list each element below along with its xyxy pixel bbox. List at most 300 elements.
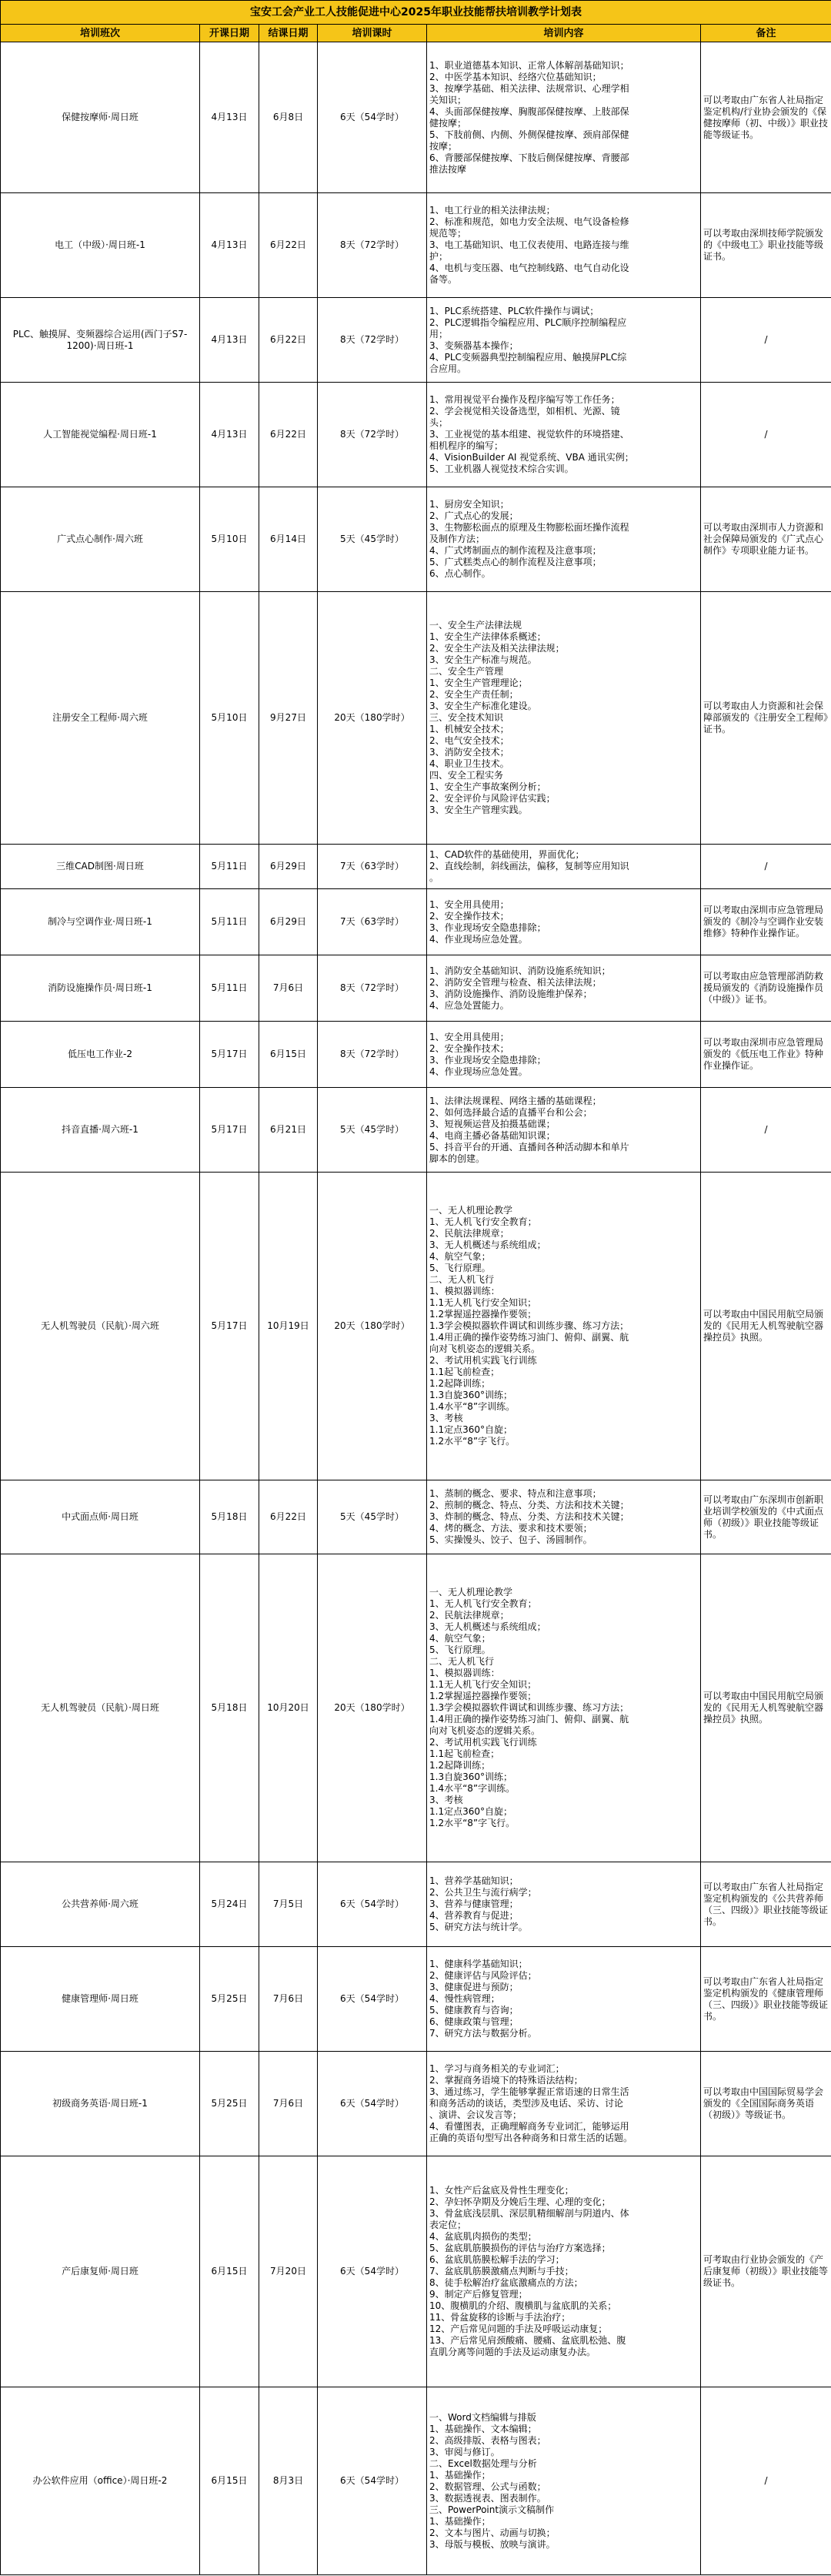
- remark-cell: 可以考取由中国国际贸易学会颁发的《全国国际商务英语（初级）》等级证书。: [701, 2052, 831, 2156]
- content-line: 3、作业现场安全隐患排除；: [429, 922, 546, 933]
- hours-cell: 5天（45学时）: [318, 487, 427, 592]
- content-line: 3、消防设施操作、消防设施维护保养；: [429, 988, 592, 999]
- end-date-cell: 6月22日: [259, 298, 318, 383]
- content-line: 4、电机与变压器、电气控制线路、电气自动化设: [429, 263, 629, 273]
- content-line: 1、安全用具使用；: [429, 1031, 509, 1042]
- content-line: 3、生物膨松面点的原理及生物膨松面坯操作流程: [429, 522, 629, 533]
- hours-cell: 5天（45学时）: [318, 1480, 427, 1554]
- content-line: 3、炸制的概念、特点、分类、方法和技术关键；: [429, 1511, 629, 1522]
- content-line: 、演讲、会议发言等；: [429, 2109, 522, 2120]
- table-row: [1, 1088, 831, 1173]
- class-name-cell: 制冷与空调作业·周日班-1: [1, 889, 200, 955]
- content-line: 5、研究方法与统计学。: [429, 1922, 528, 1932]
- content-cell: [427, 1947, 701, 2052]
- content-line: 2、数据管理、公式与函数；: [429, 2481, 546, 2492]
- content-line: 2、文本与图片、动画与切换；: [429, 2527, 556, 2538]
- start-date-cell: 5月25日: [200, 2052, 259, 2156]
- content-line: 4、烤的概念、方法、要求和技术要领；: [429, 1523, 592, 1534]
- start-date-cell: 5月10日: [200, 487, 259, 592]
- content-line: 直肌分离等问题的手法及运动康复办法。: [429, 2347, 596, 2357]
- table-row: [1, 193, 831, 298]
- content-line: 1.3学会模拟器软件调试和训练步骤、练习方法；: [429, 1702, 629, 1713]
- content-line: 4、营养教育与促进；: [429, 1910, 519, 1921]
- content-line: 1.1起飞前检查；: [429, 1367, 500, 1377]
- content-line: 四、安全工程实务: [429, 770, 504, 781]
- class-name-cell: 三维CAD制图·周日班: [1, 845, 200, 889]
- content-line: 关知识；: [429, 94, 467, 105]
- content-line: 头；: [429, 417, 449, 428]
- table-row: [1, 955, 831, 1022]
- content-line: 二、Excel数据处理与分析: [429, 2457, 537, 2469]
- header-start-date: 开课日期: [200, 25, 259, 42]
- start-date-cell: 4月13日: [200, 193, 259, 298]
- content-line: 一、无人机理论教学: [429, 1587, 513, 1597]
- end-date-cell: 10月19日: [259, 1173, 318, 1480]
- content-line: 1、常用视觉平台操作及程序编写等工作任务；: [429, 394, 620, 405]
- table-row: [1, 889, 831, 955]
- hours-cell: 6天（54学时）: [318, 1947, 427, 2052]
- table-title: 宝安工会产业工人技能促进中心2025年职业技能帮扶培训教学计划表: [1, 1, 831, 25]
- content-line: 1.1无人机飞行安全知识；: [429, 1297, 537, 1308]
- content-line: 2、消防安全管理与检查、相关法律法规；: [429, 976, 602, 988]
- class-name-cell: 抖音直播·周六班-1: [1, 1088, 200, 1173]
- end-date-cell: 6月15日: [259, 1022, 318, 1088]
- content-line: 1、模拟器训练：: [429, 1286, 500, 1296]
- header-content: 培训内容: [427, 25, 701, 42]
- table-row: [1, 1173, 831, 1480]
- content-line: 1.1无人机飞行安全知识；: [429, 1679, 537, 1690]
- content-cell: [427, 845, 701, 889]
- remark-cell: 可以考取由广东省人社局指定鉴定机构/行业协会颁发的《保健按摩师（初、中级）》职业技能等级证书。: [701, 42, 831, 193]
- content-line: 1、蒸制的概念、要求、特点和注意事项；: [429, 1488, 602, 1499]
- end-date-cell: 10月20日: [259, 1554, 318, 1862]
- content-line: 。: [429, 872, 439, 883]
- hours-cell: 20天（180学时）: [318, 1173, 427, 1480]
- content-line: 1.2掌握遥控器操作要领；: [429, 1691, 537, 1701]
- content-cell: [427, 2387, 701, 2575]
- content-line: 3、考核: [429, 1795, 463, 1805]
- end-date-cell: 6月22日: [259, 1480, 318, 1554]
- content-line: 3、数据透视表、图表制作。: [429, 2492, 546, 2504]
- hours-cell: 8天（72学时）: [318, 193, 427, 298]
- content-line: 4、慢性病管理；: [429, 1993, 500, 2004]
- remark-cell: 可以考取由广东深圳市创新职业培训学校颁发的《中式面点师（初级）》职业技能等级证书。: [701, 1480, 831, 1554]
- content-line: 6、背腰部保健按摩、下肢后侧保健按摩、背腰部: [429, 152, 629, 163]
- content-line: 1、女性产后盆底及骨性生理变化；: [429, 2185, 574, 2196]
- content-line: 1、无人机飞行安全教育；: [429, 1598, 537, 1609]
- content-line: 7、研究方法与数据分析。: [429, 2028, 537, 2039]
- start-date-cell: 5月25日: [200, 1947, 259, 2052]
- hours-cell: 8天（72学时）: [318, 298, 427, 383]
- content-line: 1.3自旋360°训练；: [429, 1390, 512, 1400]
- content-line: 2、安全操作技术；: [429, 910, 509, 922]
- table-row: [1, 2052, 831, 2156]
- remark-cell: 可以考取由深圳技师学院颁发的《中级电工》职业技能等级证书。: [701, 193, 831, 298]
- content-line: 1.1起飞前检查；: [429, 1748, 500, 1759]
- content-line: 1、安全生产管理理论；: [429, 677, 528, 688]
- content-line: 4、VisionBuilder AI 视觉系统、VBA 通讯实例；: [429, 452, 634, 463]
- start-date-cell: 6月15日: [200, 2156, 259, 2387]
- content-cell: [427, 2052, 701, 2156]
- content-line: 3、营养与健康管理；: [429, 1899, 519, 1909]
- content-cell: [427, 889, 701, 955]
- content-line: 2、学会视觉相关设备选型，如相机、光源、镜: [429, 406, 620, 417]
- content-line: 三、PowerPoint演示文稿制作: [429, 2504, 555, 2515]
- content-cell: [427, 1088, 701, 1173]
- content-line: 4、航空气象；: [429, 1633, 491, 1644]
- content-cell: [427, 1173, 701, 1480]
- content-line: 1、健康科学基础知识；: [429, 1959, 528, 1969]
- content-line: 2、掌握商务语境下的特殊语法结构；: [429, 2075, 583, 2086]
- remark-cell: 可以考取由深圳市人力资源和社会保障局颁发的《广式点心制作》专项职业能力证书。: [701, 487, 831, 592]
- content-cell: [427, 487, 701, 592]
- header-hours: 培训课时: [318, 25, 427, 42]
- content-line: 1.4用正确的操作姿势练习油门、俯仰、副翼、航: [429, 1332, 629, 1343]
- table-row: [1, 2387, 831, 2575]
- content-line: 2、考试用机实践飞行训练: [429, 1355, 537, 1366]
- table-row: [1, 1480, 831, 1554]
- content-line: 4、PLC变频器典型控制编程应用、触摸屏PLC综: [429, 351, 627, 363]
- content-line: 规范等；: [429, 228, 467, 239]
- content-line: 1、机械安全技术；: [429, 724, 509, 734]
- content-line: 2、考试用机实践飞行训练: [429, 1737, 537, 1748]
- content-line: 4、看懂图表，正确理解商务专业词汇，能够运用: [429, 2121, 629, 2132]
- content-line: 3、无人机概述与系统组成；: [429, 1621, 546, 1632]
- class-name-cell: 公共营养师·周六班: [1, 1862, 200, 1947]
- remark-cell: 可以考取由深圳市应急管理局颁发的《低压电工作业》特种作业操作证。: [701, 1022, 831, 1088]
- content-line: 4、航空气象；: [429, 1251, 491, 1262]
- content-line: 3、工业视觉的基本组建、视觉软件的环境搭建、: [429, 429, 629, 440]
- content-line: 2、安全评价与风险评估实践；: [429, 793, 556, 804]
- hours-cell: 8天（72学时）: [318, 1022, 427, 1088]
- content-line: 2、PLC逻辑指令编程应用、PLC顺序控制编程应: [429, 316, 627, 328]
- content-cell: [427, 1554, 701, 1862]
- content-line: 2、中医学基本知识、经络穴位基础知识；: [429, 71, 602, 82]
- content-line: 1.2掌握遥控器操作要领；: [429, 1309, 537, 1320]
- content-line: 正确的英语句型写出各种商务和日常生活的话题。: [429, 2133, 633, 2143]
- class-name-cell: 人工智能视觉编程·周日班-1: [1, 383, 200, 487]
- end-date-cell: 6月29日: [259, 845, 318, 889]
- class-name-cell: 办公软件应用（office）·周日班-2: [1, 2387, 200, 2575]
- content-line: 6、盆底肌筋膜松解手法的学习；: [429, 2254, 565, 2265]
- header-remarks: 备注: [701, 25, 831, 42]
- table-row: [1, 845, 831, 889]
- content-line: 推法按摩: [429, 163, 467, 175]
- content-line: 3、考核: [429, 1413, 463, 1423]
- start-date-cell: 4月13日: [200, 42, 259, 193]
- content-line: 1.2起降训练；: [429, 1760, 491, 1771]
- start-date-cell: 6月15日: [200, 2387, 259, 2575]
- content-line: 一、Word文档编辑与排版: [429, 2411, 536, 2423]
- remark-cell: /: [701, 845, 831, 889]
- content-line: 1、基础操作、文本编辑；: [429, 2423, 537, 2434]
- end-date-cell: 7月6日: [259, 1947, 318, 2052]
- header-end-date: 结课日期: [259, 25, 318, 42]
- remark-cell: 可以考取由广东省人社局指定鉴定机构颁发的《健康管理师（三、四级）》职业技能等级证书。: [701, 1947, 831, 2052]
- remark-cell: 可以考取由深圳市应急管理局颁发的《制冷与空调作业安装维修》特种作业操作证。: [701, 889, 831, 955]
- content-line: 3、母版与模板、放映与演讲。: [429, 2538, 556, 2550]
- content-line: 2、广式点心的发展；: [429, 510, 519, 521]
- hours-cell: 7天（63学时）: [318, 889, 427, 955]
- content-line: 2、如何选择最合适的直播平台和公会；: [429, 1106, 592, 1118]
- class-name-cell: 无人机驾驶员（民航）·周日班: [1, 1554, 200, 1862]
- content-line: 1、安全用具使用；: [429, 898, 509, 910]
- start-date-cell: 5月11日: [200, 845, 259, 889]
- content-line: 2、直线绘制，斜线画法，偏移，复制等应用知识: [429, 861, 629, 871]
- content-line: 2、民航法律规章；: [429, 1228, 509, 1239]
- content-line: 4、职业卫生技术。: [429, 758, 509, 769]
- hours-cell: 6天（54学时）: [318, 42, 427, 193]
- table-body: [1, 42, 831, 2575]
- content-line: 3、通过练习，学生能够掌握正常语速的日常生活: [429, 2086, 629, 2097]
- content-line: 3、安全生产标准与规范。: [429, 654, 537, 665]
- hours-cell: 6天（54学时）: [318, 2052, 427, 2156]
- content-line: 1、基础操作；: [429, 2515, 491, 2527]
- header-class-name: 培训班次: [1, 25, 200, 42]
- content-line: 脚本的创建。: [429, 1153, 486, 1164]
- content-cell: [427, 955, 701, 1022]
- content-line: 3、变频器基本操作；: [429, 340, 519, 351]
- content-line: 1、基础操作；: [429, 2469, 491, 2481]
- content-line: 12、产后常见问题的手法及呼吸运动康复；: [429, 2323, 608, 2334]
- content-line: 1.2起降训练；: [429, 1378, 491, 1389]
- content-line: 5、飞行原理。: [429, 1644, 491, 1655]
- content-line: 2、孕妇怀孕期及分娩后生理、心理的变化；: [429, 2196, 611, 2207]
- content-line: 1、厨房安全知识；: [429, 499, 509, 510]
- table-row: [1, 1862, 831, 1947]
- table-row: [1, 2156, 831, 2387]
- remark-cell: /: [701, 383, 831, 487]
- start-date-cell: 4月13日: [200, 383, 259, 487]
- end-date-cell: 8月3日: [259, 2387, 318, 2575]
- table-row: [1, 42, 831, 193]
- content-line: 2、安全生产法及相关法律法规；: [429, 643, 565, 654]
- content-line: 二、安全生产管理: [429, 666, 504, 677]
- end-date-cell: 7月20日: [259, 2156, 318, 2387]
- hours-cell: 6天（54学时）: [318, 1862, 427, 1947]
- content-line: 3、短视频运营及拍摄基础课；: [429, 1118, 556, 1129]
- content-line: 一、安全生产法律法规: [429, 620, 522, 631]
- content-line: 1、职业道德基本知识、正常人体解剖基础知识；: [429, 59, 629, 71]
- table-row: [1, 487, 831, 592]
- content-cell: [427, 383, 701, 487]
- remark-cell: 可以考取由中国民用航空局颁发的《民用无人机驾驶航空器操控员》执照。: [701, 1554, 831, 1862]
- content-line: 1、模拟器训练：: [429, 1668, 500, 1678]
- table-row: [1, 1554, 831, 1862]
- content-line: 1、电工行业的相关法律法规；: [429, 205, 556, 216]
- content-line: 护；: [429, 251, 449, 262]
- content-line: 1、营养学基础知识；: [429, 1875, 519, 1886]
- content-line: 7、盆底肌筋膜激痛点判断与手技；: [429, 2266, 574, 2277]
- content-line: 2、安全生产责任制；: [429, 689, 519, 700]
- content-line: 2、安全操作技术；: [429, 1042, 509, 1054]
- end-date-cell: 7月6日: [259, 2052, 318, 2156]
- end-date-cell: 7月6日: [259, 955, 318, 1022]
- table-row: [1, 592, 831, 845]
- content-cell: [427, 298, 701, 383]
- remark-cell: /: [701, 1088, 831, 1173]
- class-name-cell: 广式点心制作·周六班: [1, 487, 200, 592]
- start-date-cell: 5月18日: [200, 1554, 259, 1862]
- content-line: 4、电商主播必备基础知识课；: [429, 1129, 556, 1141]
- hours-cell: 8天（72学时）: [318, 383, 427, 487]
- end-date-cell: 6月21日: [259, 1088, 318, 1173]
- content-line: 2、健康评估与风险评估；: [429, 1970, 537, 1981]
- start-date-cell: 5月18日: [200, 1480, 259, 1554]
- content-line: 用；: [429, 328, 449, 340]
- content-line: 4、广式烤制面点的制作流程及注意事项；: [429, 545, 602, 556]
- end-date-cell: 6月22日: [259, 383, 318, 487]
- content-line: 4、盆底肌肉损伤的类型；: [429, 2231, 537, 2242]
- content-line: 一、无人机理论教学: [429, 1205, 513, 1216]
- content-line: 2、电气安全技术；: [429, 735, 509, 746]
- remark-cell: /: [701, 2387, 831, 2575]
- class-name-cell: 初级商务英语·周日班-1: [1, 2052, 200, 2156]
- start-date-cell: 5月17日: [200, 1022, 259, 1088]
- hours-cell: 7天（63学时）: [318, 845, 427, 889]
- start-date-cell: 4月13日: [200, 298, 259, 383]
- content-line: 5、广式糕类点心的制作流程及注意事项；: [429, 557, 602, 567]
- content-line: 2、标准和规范，如电力安全法规、电气设备检修: [429, 216, 629, 227]
- content-cell: [427, 1480, 701, 1554]
- content-line: 3、按摩学基础、相关法律、法规常识、心理学相: [429, 82, 629, 94]
- content-line: 2、公共卫生与流行病学；: [429, 1887, 537, 1898]
- start-date-cell: 5月17日: [200, 1173, 259, 1480]
- start-date-cell: 5月17日: [200, 1088, 259, 1173]
- content-line: 表定位；: [429, 2220, 467, 2230]
- content-line: 1、安全生产事故案例分析；: [429, 781, 546, 792]
- content-line: 按摩；: [429, 140, 458, 152]
- content-line: 1.2水平“8”字飞行。: [429, 1818, 516, 1828]
- content-line: 1、无人机飞行安全教育；: [429, 1216, 537, 1227]
- content-line: 2、民航法律规章；: [429, 1610, 509, 1621]
- content-line: 1.4水平“8”字训练。: [429, 1401, 516, 1412]
- content-line: 3、作业现场安全隐患排除；: [429, 1054, 546, 1066]
- table-row: [1, 1947, 831, 2052]
- content-line: 4、作业现场应急处置。: [429, 1066, 528, 1077]
- content-line: 5、实操馒头、饺子、包子、汤圆制作。: [429, 1534, 592, 1545]
- content-line: 3、审阅与修订。: [429, 2446, 500, 2457]
- content-line: 1、安全生产法律体系概述；: [429, 631, 546, 642]
- content-line: 1.1定点360°自旋；: [429, 1424, 512, 1435]
- content-line: 1、法律法规课程、网络主播的基础课程；: [429, 1095, 602, 1106]
- content-line: 和商务活动的谈话，类型涉及电话、采访、讨论: [429, 2098, 624, 2109]
- content-cell: [427, 193, 701, 298]
- content-cell: [427, 2156, 701, 2387]
- content-cell: [427, 1022, 701, 1088]
- class-name-cell: 健康管理师·周日班: [1, 1947, 200, 2052]
- start-date-cell: 5月10日: [200, 592, 259, 845]
- content-line: 1、消防安全基础知识、消防设施系统知识；: [429, 965, 611, 976]
- content-line: 1、PLC系统搭建、PLC软件操作与调试；: [429, 305, 599, 316]
- content-line: 9、制定产后修复管理；: [429, 2289, 528, 2300]
- hours-cell: 8天（72学时）: [318, 955, 427, 1022]
- content-line: 4、作业现场应急处置。: [429, 933, 528, 945]
- start-date-cell: 5月24日: [200, 1862, 259, 1947]
- content-line: 向对飞机姿态的逻辑关系。: [429, 1725, 541, 1736]
- content-line: 5、下肢前侧、内侧、外侧保健按摩、颈肩部保健: [429, 129, 629, 140]
- start-date-cell: 5月11日: [200, 889, 259, 955]
- content-line: 二、无人机飞行: [429, 1274, 495, 1285]
- class-name-cell: 保健按摩师·周日班: [1, 42, 200, 193]
- content-line: 6、点心制作。: [429, 568, 491, 579]
- class-name-cell: 注册安全工程师·周六班: [1, 592, 200, 845]
- class-name-cell: 中式面点师·周日班: [1, 1480, 200, 1554]
- content-line: 1、学习与商务相关的专业词汇；: [429, 2063, 565, 2074]
- remark-cell: 可考取由行业协会颁发的《产后康复师（初级）》职业技能等级证书。: [701, 2156, 831, 2387]
- end-date-cell: 6月14日: [259, 487, 318, 592]
- content-line: 10、腹横肌的介绍、腹横肌与盆底肌的关系；: [429, 2300, 617, 2311]
- end-date-cell: 7月5日: [259, 1862, 318, 1947]
- hours-cell: 5天（45学时）: [318, 1088, 427, 1173]
- start-date-cell: 5月11日: [200, 955, 259, 1022]
- content-line: 相机程序的编写；: [429, 440, 504, 451]
- content-line: 2、高级排版、表格与图表；: [429, 2434, 546, 2446]
- content-line: 1.4用正确的操作姿势练习油门、俯仰、副翼、航: [429, 1714, 629, 1725]
- content-line: 1.3学会模拟器软件调试和训练步骤、练习方法；: [429, 1320, 629, 1331]
- content-line: 5、飞行原理。: [429, 1263, 491, 1273]
- end-date-cell: 9月27日: [259, 592, 318, 845]
- content-line: 5、健康教育与咨询；: [429, 2005, 519, 2016]
- content-cell: [427, 42, 701, 193]
- class-name-cell: 产后康复师·周日班: [1, 2156, 200, 2387]
- class-name-cell: 消防设施操作员·周日班-1: [1, 955, 200, 1022]
- end-date-cell: 6月29日: [259, 889, 318, 955]
- remark-cell: 可以考取由中国民用航空局颁发的《民用无人机驾驶航空器操控员》执照。: [701, 1173, 831, 1480]
- content-line: 1.3自旋360°训练；: [429, 1771, 512, 1782]
- content-line: 11、骨盆旋移的诊断与手法治疗；: [429, 2312, 571, 2323]
- content-line: 合应用。: [429, 363, 467, 374]
- hours-cell: 6天（54学时）: [318, 2156, 427, 2387]
- table-row: [1, 1022, 831, 1088]
- content-line: 13、产后常见肩颈酸痛、腰痛、盆底肌松弛、腹: [429, 2335, 626, 2346]
- content-line: 4、头面部保健按摩、胸腹部保健按摩、上肢部保: [429, 105, 629, 117]
- class-name-cell: 低压电工作业-2: [1, 1022, 200, 1088]
- content-line: 及制作方法；: [429, 534, 486, 544]
- content-line: 3、骨盆底浅层肌、深层肌精细解剖与阴道内、体: [429, 2208, 629, 2219]
- content-line: 健按摩；: [429, 117, 467, 129]
- table-row: [1, 298, 831, 383]
- content-line: 1、CAD软件的基础使用，界面优化；: [429, 849, 585, 860]
- end-date-cell: 6月22日: [259, 193, 318, 298]
- class-name-cell: PLC、触摸屏、变频器综合运用(西门子S7-1200)·周日班-1: [1, 298, 200, 383]
- content-line: 二、无人机飞行: [429, 1656, 495, 1667]
- content-line: 8、徒手松解治疗盆底激痛点的方法；: [429, 2277, 583, 2288]
- content-line: 3、安全生产管理实践。: [429, 805, 528, 815]
- content-line: 3、健康促进与预防；: [429, 1982, 519, 1992]
- content-line: 三、安全技术知识: [429, 712, 504, 723]
- content-cell: [427, 1862, 701, 1947]
- remark-cell: 可以考取由广东省人社局指定鉴定机构颁发的《公共营养师（三、四级）》职业技能等级证书。: [701, 1862, 831, 1947]
- class-name-cell: 电工（中级）·周日班-1: [1, 193, 200, 298]
- content-line: 1.1定点360°自旋；: [429, 1806, 512, 1817]
- hours-cell: 20天（180学时）: [318, 1554, 427, 1862]
- remark-cell: 可以考取由人力资源和社会保障部颁发的《注册安全工程师》证书。: [701, 592, 831, 845]
- content-line: 6、健康政策与管理；: [429, 2016, 519, 2027]
- content-line: 3、无人机概述与系统组成；: [429, 1239, 546, 1250]
- content-line: 4、应急处置能力。: [429, 999, 509, 1011]
- content-line: 备等。: [429, 274, 458, 285]
- hours-cell: 6天（54学时）: [318, 2387, 427, 2575]
- content-line: 5、工业机器人视觉技术综合实训。: [429, 463, 574, 474]
- hours-cell: 20天（180学时）: [318, 592, 427, 845]
- content-line: 向对飞机姿态的逻辑关系。: [429, 1343, 541, 1354]
- content-line: 2、煎制的概念、特点、分类、方法和技术关键；: [429, 1500, 629, 1510]
- content-line: 3、电工基础知识、电工仪表使用、电路连接与维: [429, 239, 629, 250]
- table-row: [1, 383, 831, 487]
- remark-cell: 可以考取由应急管理部消防救援局颁发的《消防设施操作员（中级）》证书。: [701, 955, 831, 1022]
- content-cell: [427, 592, 701, 845]
